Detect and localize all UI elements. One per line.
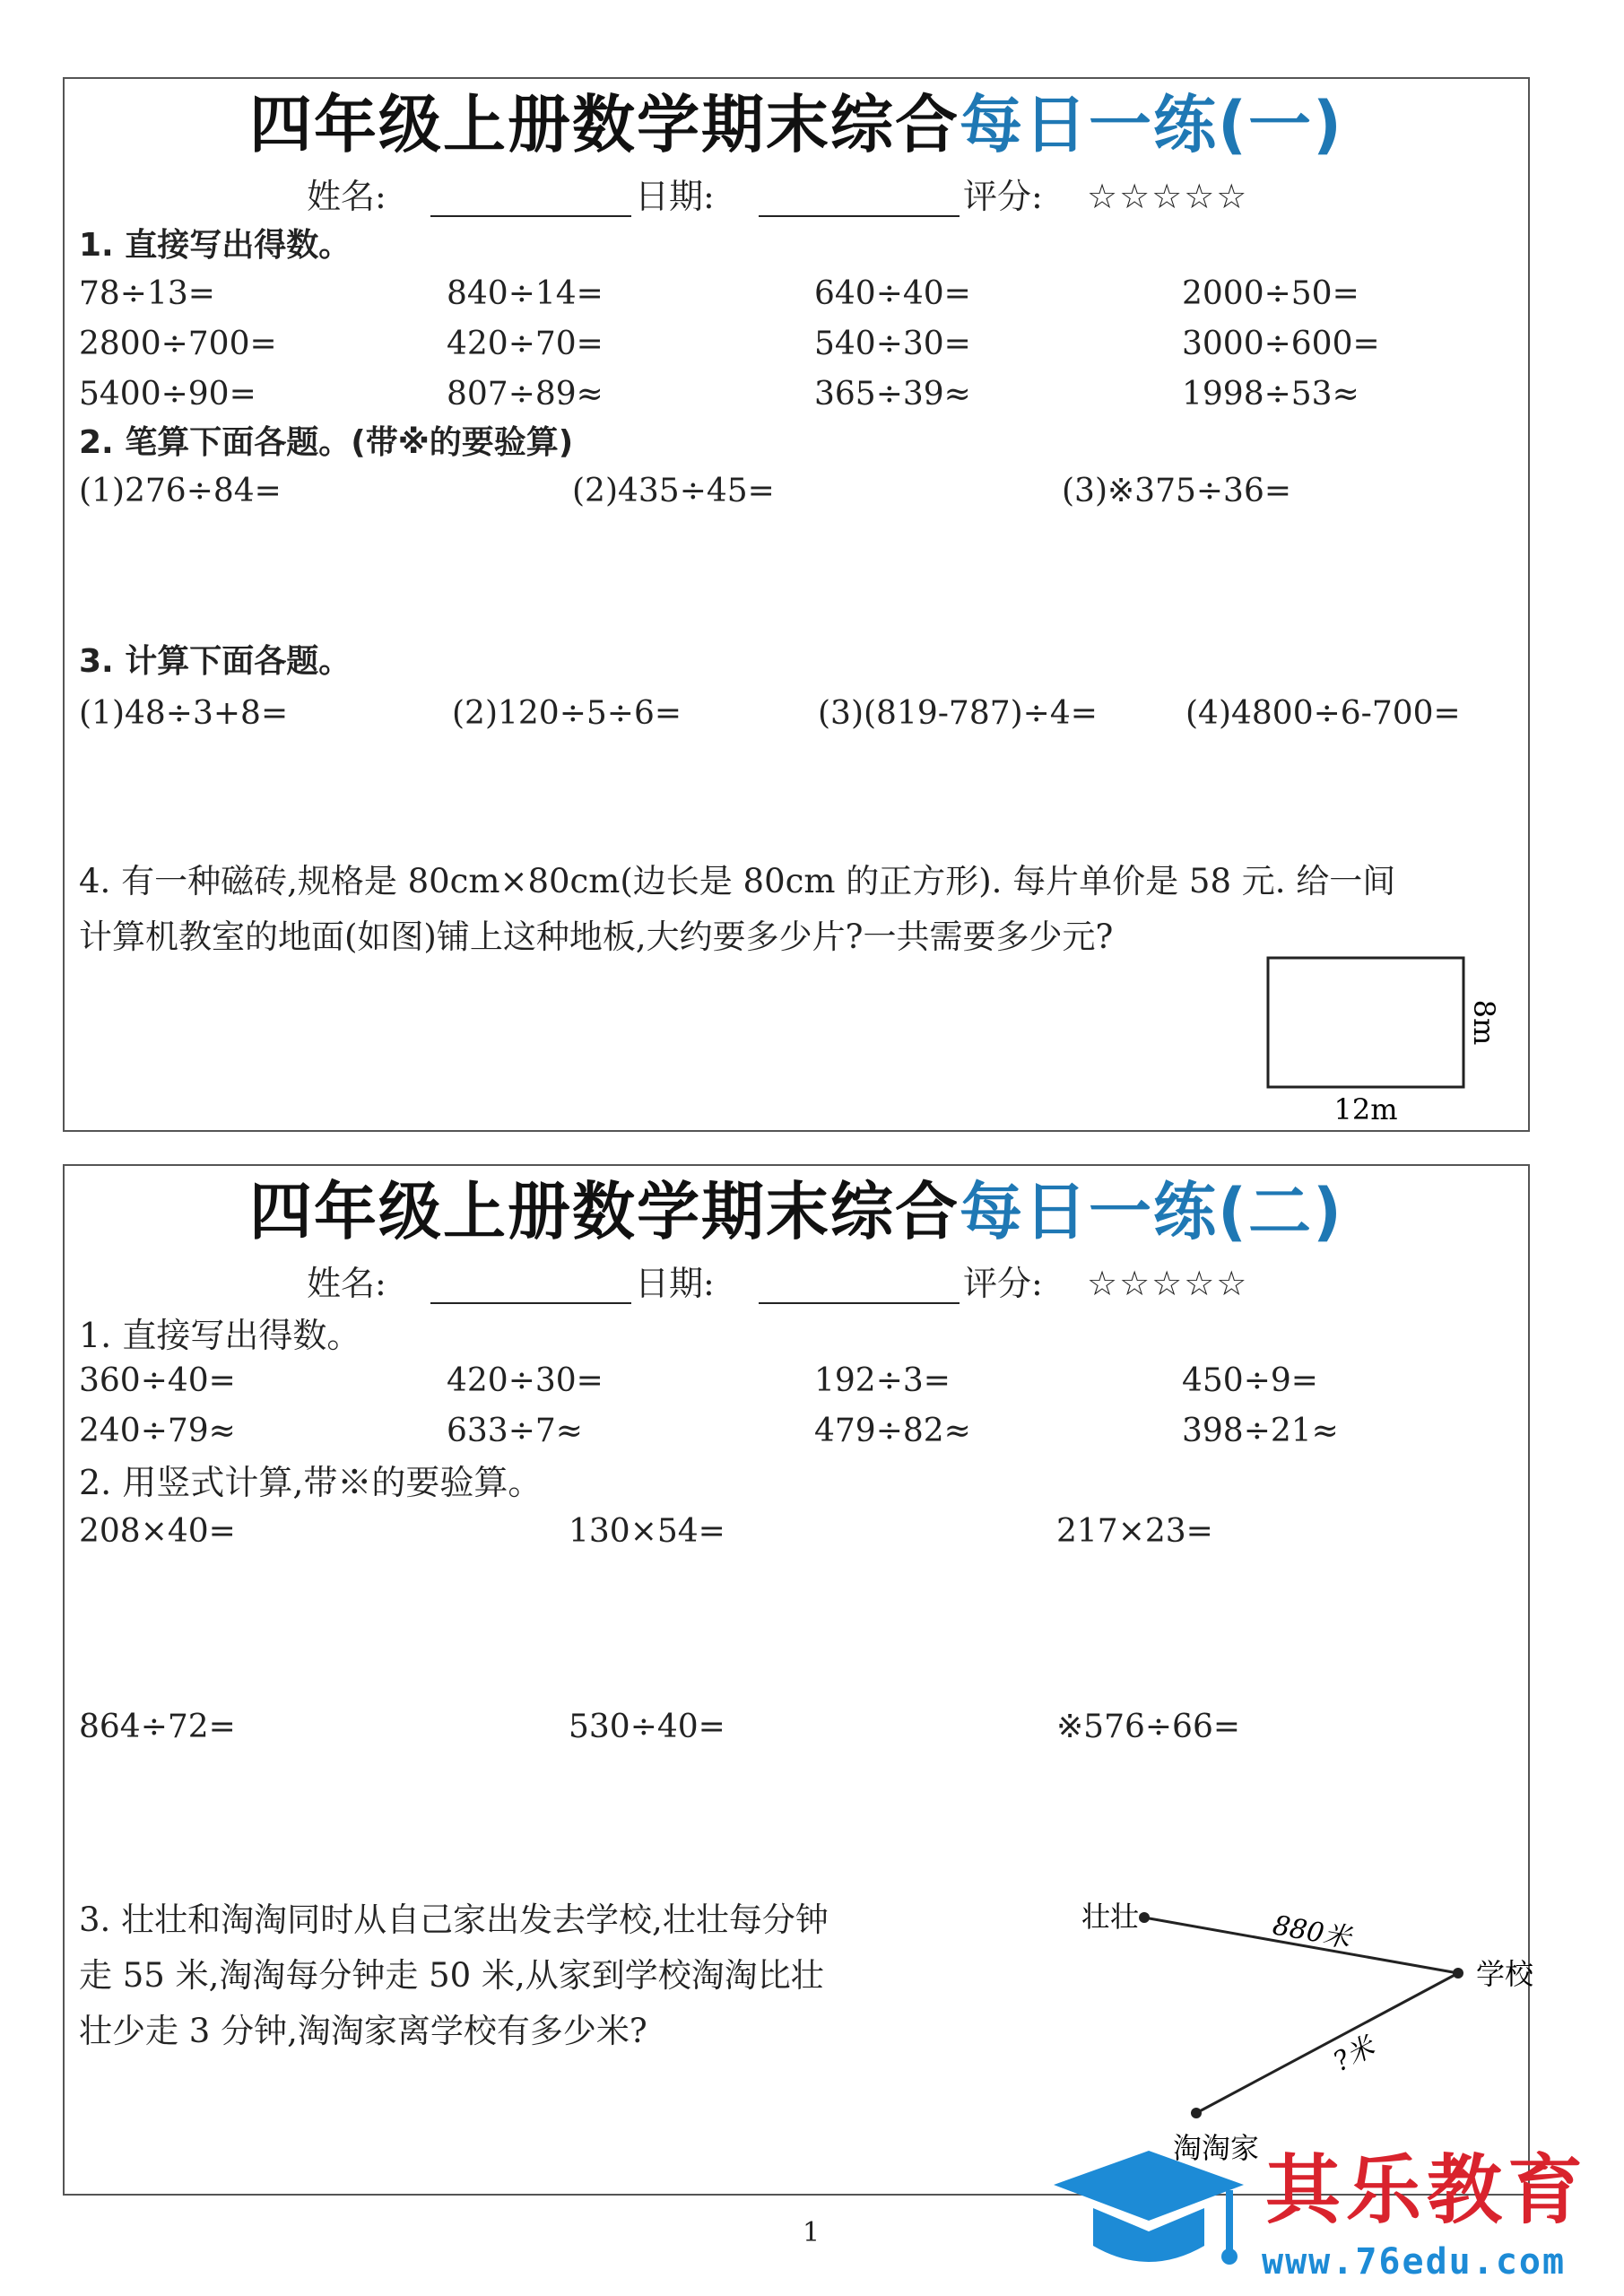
q1-item: 2800÷700= <box>79 326 277 362</box>
q3-item: (4)4800÷6-700= <box>1185 695 1461 732</box>
q4-line: 4. 有一种磁砖,规格是 80cm×80cm(边长是 80cm 的正方形). 每片单价是 58 元. 给一间 <box>79 862 1396 900</box>
q1-item: 450÷9= <box>1182 1362 1318 1399</box>
q1-item: 2000÷50= <box>1182 275 1359 312</box>
worksheet-2 <box>63 1164 1534 2196</box>
route-diagram <box>1006 1874 1534 2170</box>
q1-item: 840÷14= <box>447 275 604 312</box>
q1-item: 3000÷600= <box>1182 326 1380 362</box>
date-blank[interactable] <box>759 215 960 217</box>
title-main: 四年级上册数学期末综合 <box>249 1175 960 1248</box>
page-number: 1 <box>803 2217 821 2248</box>
width-label: 12m <box>1333 1092 1398 1126</box>
worksheet-1 <box>63 77 1530 1132</box>
q3-item: (1)48÷3+8= <box>79 695 289 732</box>
q1-item: 540÷30= <box>814 326 971 362</box>
date-label: 日期: <box>635 1264 715 1303</box>
q2-heading: 2. 笔算下面各题。(带※的要验算) <box>79 424 574 461</box>
watermark-logo <box>1054 2145 1624 2296</box>
q3-item: (2)120÷5÷6= <box>452 695 682 732</box>
q2-item: (2)435÷45= <box>572 473 775 509</box>
q2-item: (1)276÷84= <box>79 473 282 509</box>
q1-item: 360÷40= <box>79 1362 236 1399</box>
score-label: 评分: <box>963 177 1043 216</box>
q2-item: 130×54= <box>569 1513 725 1550</box>
label-school: 学校 <box>1476 1957 1534 1991</box>
q2-item: 530÷40= <box>569 1709 725 1745</box>
route-line-taotao <box>1196 1973 1458 2113</box>
title-accent: 每日一练(一) <box>960 88 1343 161</box>
q2-item: 208×40= <box>79 1513 236 1550</box>
point-zhuangzhuang <box>1139 1912 1150 1923</box>
q1-item: 633÷7≈ <box>447 1413 583 1449</box>
graduation-cap-icon <box>1054 2145 1265 2296</box>
name-label: 姓名: <box>307 1264 386 1303</box>
q1-item: 240÷79≈ <box>79 1413 236 1449</box>
distance-label-unknown: ?米 <box>1328 2031 1380 2079</box>
q1-item: 1998÷53≈ <box>1182 376 1359 413</box>
q2-item: 217×23= <box>1056 1513 1213 1550</box>
q2-item: 864÷72= <box>79 1709 236 1745</box>
q1-item: 807÷89≈ <box>447 376 604 413</box>
q1-item: 192÷3= <box>814 1362 951 1399</box>
score-label: 评分: <box>963 1264 1043 1303</box>
classroom-rectangle <box>1268 958 1463 1087</box>
height-label: 8m <box>1467 999 1501 1046</box>
brand-name: 其乐教育 <box>1265 2146 1589 2234</box>
point-school <box>1453 1968 1463 1979</box>
worksheet-title <box>65 1175 1528 1248</box>
q1-item: 398÷21≈ <box>1182 1413 1339 1449</box>
q3-line: 走 55 米,淘淘每分钟走 50 米,从家到学校淘淘比壮 <box>79 1956 824 1995</box>
point-taotao-home <box>1191 2108 1202 2118</box>
q3-line: 3. 壮壮和淘淘同时从自己家出发去学校,壮壮每分钟 <box>79 1900 829 1939</box>
label-taotao-home: 淘淘家 <box>1173 2131 1260 2165</box>
distance-label-880: 880米 <box>1270 1909 1353 1955</box>
q2-item: ※576÷66= <box>1056 1709 1241 1745</box>
q4-line: 计算机教室的地面(如图)铺上这种地板,大约要多少片?一共需要多少元? <box>79 918 1114 956</box>
q1-item: 479÷82≈ <box>814 1413 971 1449</box>
q1-heading: 1. 直接写出得数。 <box>79 227 352 264</box>
classroom-floor-figure <box>1230 949 1499 1128</box>
q1-item: 365÷39≈ <box>814 376 971 413</box>
name-blank[interactable] <box>430 1302 631 1304</box>
date-blank[interactable] <box>759 1302 960 1304</box>
score-stars: ☆☆☆☆☆ <box>1087 177 1249 216</box>
q3-item: (3)(819-787)÷4= <box>818 695 1098 732</box>
q1-item: 78÷13= <box>79 275 215 312</box>
name-label: 姓名: <box>307 177 386 216</box>
q1-item: 5400÷90= <box>79 376 256 413</box>
q1-item: 640÷40= <box>814 275 971 312</box>
q1-item: 420÷70= <box>447 326 604 362</box>
date-label: 日期: <box>635 177 715 216</box>
q1-heading: 1. 直接写出得数。 <box>79 1316 361 1355</box>
q3-line: 壮少走 3 分钟,淘淘家离学校有多少米? <box>79 2012 647 2050</box>
q1-item: 420÷30= <box>447 1362 604 1399</box>
score-stars: ☆☆☆☆☆ <box>1087 1264 1249 1303</box>
q4-text <box>79 854 1395 965</box>
q2-heading: 2. 用竖式计算,带※的要验算。 <box>79 1463 543 1502</box>
q2-item: (3)※375÷36= <box>1062 473 1292 509</box>
q3-text <box>79 1892 829 2059</box>
label-zhuangzhuang: 壮壮 <box>1081 1900 1140 1934</box>
title-accent: 每日一练(二) <box>960 1175 1343 1248</box>
brand-url[interactable]: www.76edu.com <box>1262 2241 1567 2283</box>
title-main: 四年级上册数学期末综合 <box>249 88 960 161</box>
name-blank[interactable] <box>430 215 631 217</box>
q3-heading: 3. 计算下面各题。 <box>79 643 352 680</box>
worksheet-title <box>65 88 1528 161</box>
